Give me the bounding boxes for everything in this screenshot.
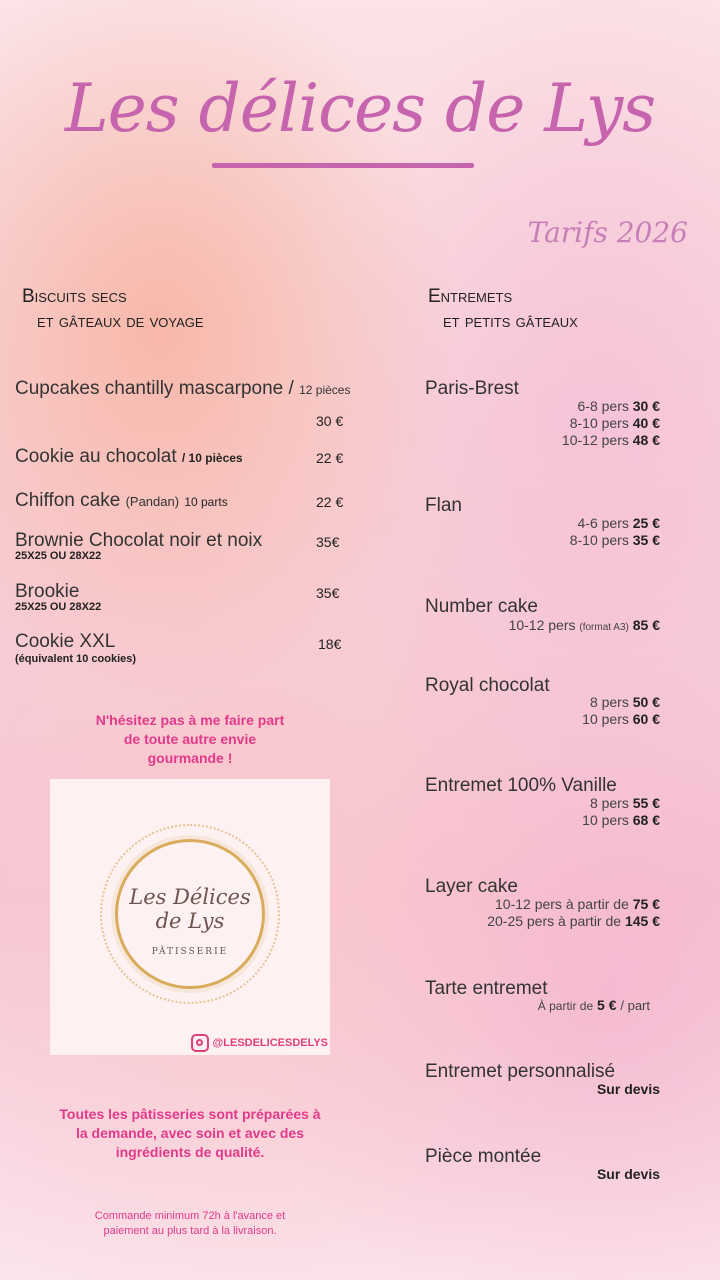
item-paris-brest-prices xyxy=(562,398,660,449)
item-brookie: Brookie xyxy=(15,581,80,602)
page-subtitle: Tarifs 2026 xyxy=(527,216,688,249)
right-heading-line1: Entremets xyxy=(428,286,513,307)
quality-line: la demande, avec soin et avec des xyxy=(75,1125,304,1141)
price-row: 8 pers 55 € xyxy=(589,795,660,811)
price-row: À partir de 5 € / part xyxy=(537,997,650,1013)
price-row: 10 pers 60 € xyxy=(582,711,660,727)
item-cookie-price: 22 € xyxy=(316,450,344,466)
item-chiffon-detail2: 10 parts xyxy=(184,495,228,509)
price-row: 10 pers 68 € xyxy=(582,812,660,828)
quality-note xyxy=(30,1105,350,1162)
item-number-cake: Number cake xyxy=(425,596,538,617)
instagram-link[interactable] xyxy=(191,1034,328,1052)
price-on-quote: Sur devis xyxy=(596,1081,660,1097)
item-cupcakes-detail: 12 pièces xyxy=(299,383,351,397)
price-row: 6-8 pers 30 € xyxy=(577,398,660,414)
item-flan: Flan xyxy=(425,495,462,516)
instagram-icon xyxy=(191,1034,209,1052)
cta-line: N'hésitez pas à me faire part xyxy=(95,712,285,728)
item-flan-prices xyxy=(570,515,660,549)
left-heading-line2: et gâteaux de voyage xyxy=(37,311,204,332)
item-chiffon-detail: (Pandan) xyxy=(125,494,180,509)
item-royal-chocolat: Royal chocolat xyxy=(425,675,550,696)
logo-text-line2: de Lys xyxy=(155,909,225,933)
price-row: 20-25 pers à partir de 145 € xyxy=(487,913,660,929)
right-heading-line2: et petits gâteaux xyxy=(443,311,578,332)
item-entremet-vanille: Entremet 100% Vanille xyxy=(425,775,617,796)
item-perso-price xyxy=(597,1081,660,1098)
instagram-handle: @LESDELICESDELYS xyxy=(212,1037,328,1049)
item-cookie-xxl: Cookie XXL xyxy=(15,631,116,652)
item-layer-cake: Layer cake xyxy=(425,876,518,897)
item-tarte-entremet: Tarte entremet xyxy=(425,978,548,999)
title-underline xyxy=(212,163,474,168)
item-piece-price xyxy=(597,1166,660,1183)
order-note xyxy=(40,1209,340,1239)
item-royal-prices xyxy=(582,694,660,728)
logo-image xyxy=(50,779,330,1055)
item-tarte-prices xyxy=(538,997,650,1015)
item-brookie-size: 25X25 OU 28X22 xyxy=(15,601,102,613)
left-heading-line1: Biscuits secs xyxy=(22,286,127,307)
price-row: 10-12 pers (format A3) 85 € xyxy=(508,617,660,633)
item-chiffon-cake xyxy=(15,490,228,512)
item-cupcakes-name: Cupcakes chantilly mascarpone / xyxy=(15,378,294,399)
item-cookie-chocolat xyxy=(15,446,243,468)
item-cookie-detail: / 10 pièces xyxy=(181,451,243,465)
price-row: 8-10 pers 35 € xyxy=(569,532,660,548)
item-vanille-prices xyxy=(582,795,660,829)
item-entremet-perso: Entremet personnalisé xyxy=(425,1061,616,1082)
order-note-line: Commande minimum 72h à l'avance et xyxy=(94,1210,286,1222)
item-cupcakes-price: 30 € xyxy=(316,413,344,429)
price-row: 10-12 pers 48 € xyxy=(561,432,660,448)
item-brookie-price: 35€ xyxy=(316,585,340,601)
item-chiffon-price: 22 € xyxy=(316,494,344,510)
item-brownie-size: 25X25 OU 28X22 xyxy=(15,550,102,562)
left-section-heading xyxy=(22,284,204,334)
quality-line: ingrédients de qualité. xyxy=(115,1144,265,1160)
item-number-cake-prices xyxy=(509,617,660,636)
item-chiffon-name: Chiffon cake xyxy=(15,490,121,511)
item-cookie-name: Cookie au chocolat xyxy=(15,446,177,467)
right-section-heading xyxy=(428,284,578,334)
price-on-quote: Sur devis xyxy=(596,1166,660,1182)
price-row: 10-12 pers à partir de 75 € xyxy=(495,896,660,912)
cta-line: gourmande ! xyxy=(147,750,233,766)
quality-line: Toutes les pâtisseries sont préparées à xyxy=(59,1106,321,1122)
cta-message xyxy=(40,711,340,768)
item-cookie-xxl-note: (équivalent 10 cookies) xyxy=(15,653,137,665)
logo-text-line3: PÂTISSERIE xyxy=(151,947,229,957)
item-cupcakes xyxy=(15,378,350,400)
cta-line: de toute autre envie xyxy=(123,731,257,747)
item-paris-brest: Paris-Brest xyxy=(425,378,519,399)
order-note-line: paiement au plus tard à la livraison. xyxy=(103,1225,277,1237)
item-cookie-xxl-price: 18€ xyxy=(318,636,342,652)
item-brownie: Brownie Chocolat noir et noix xyxy=(15,530,263,551)
price-row: 8-10 pers 40 € xyxy=(569,415,660,431)
item-brownie-price: 35€ xyxy=(316,534,340,550)
price-row: 4-6 pers 25 € xyxy=(577,515,660,531)
page-title: Les délices de Lys xyxy=(64,70,656,147)
price-row: 8 pers 50 € xyxy=(589,694,660,710)
logo-text-line1: Les Délices xyxy=(129,885,251,909)
item-layer-prices xyxy=(487,896,660,930)
item-piece-montee: Pièce montée xyxy=(425,1146,542,1167)
